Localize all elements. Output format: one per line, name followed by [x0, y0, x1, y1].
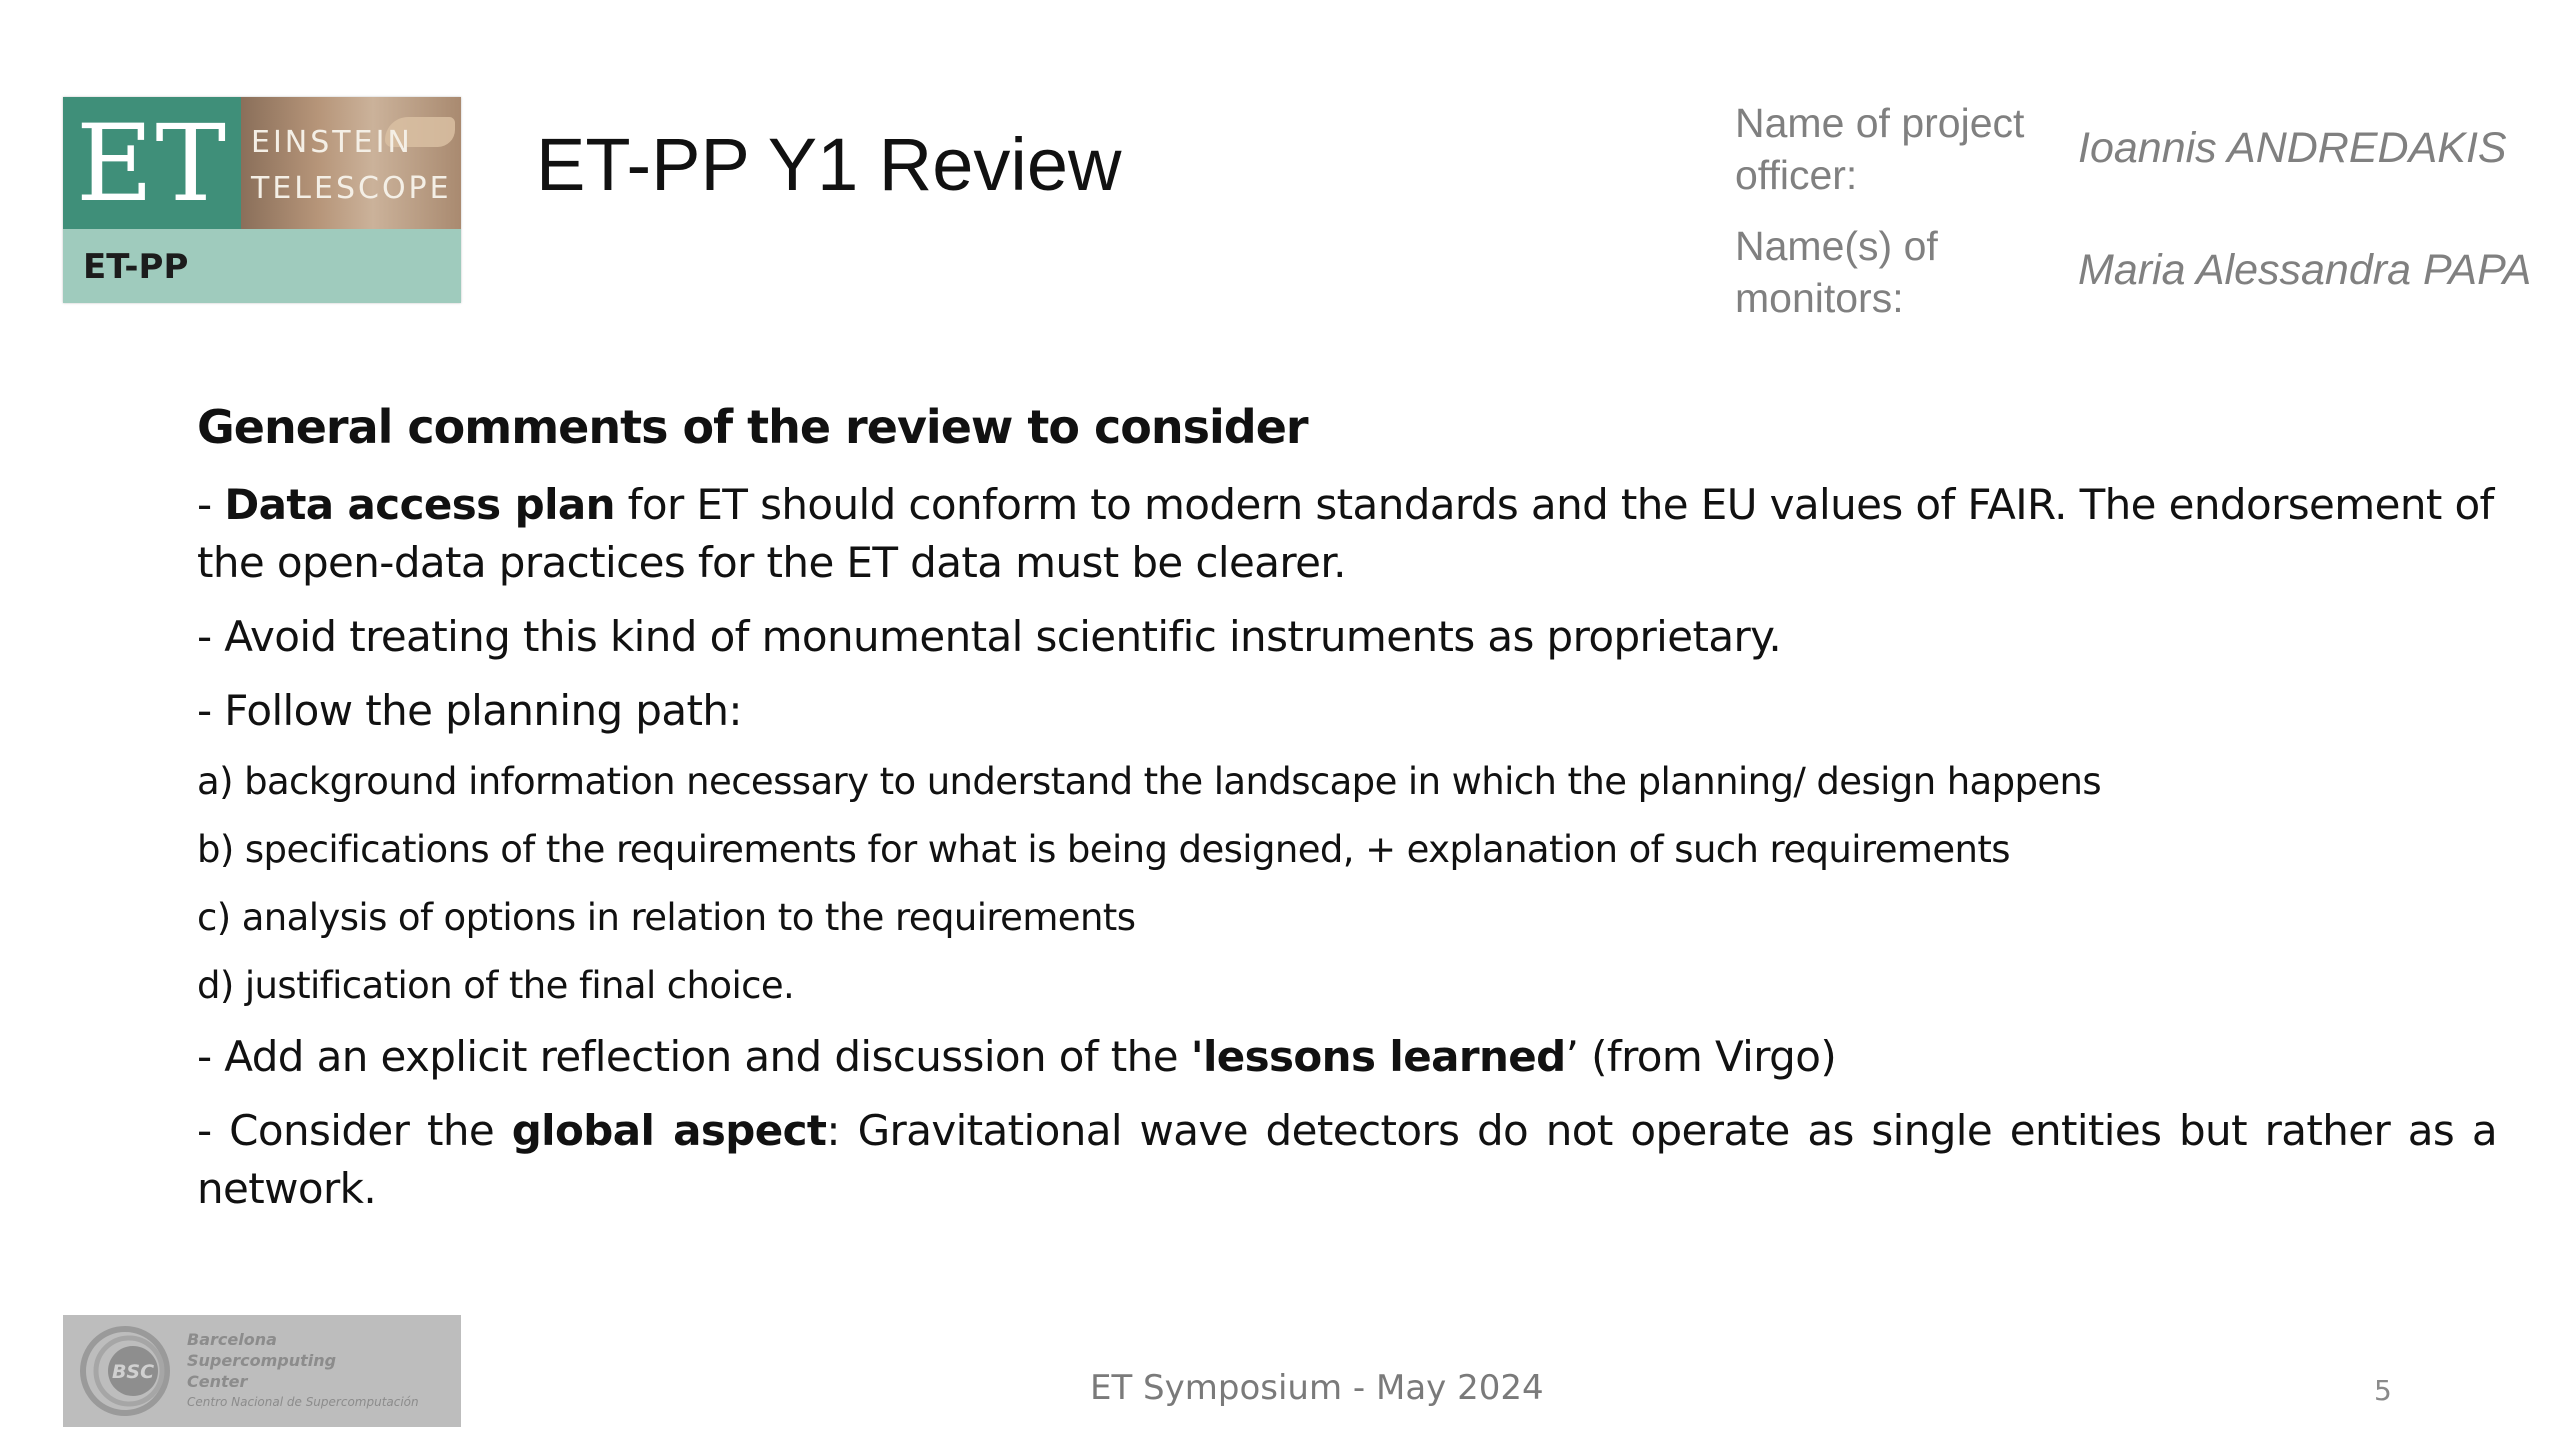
page-number: 5: [2374, 1374, 2392, 1407]
planning-step-a: a) background information necessary to understand the landscape in which the planning/ design happens: [197, 760, 2102, 803]
planning-step-c: c) analysis of options in relation to the requirements: [197, 896, 1136, 939]
planning-step-b: b) specifications of the requirements for what is being designed, + explanation of such requirements: [197, 828, 2010, 871]
comment-proprietary: - Avoid treating this kind of monumental scientific instruments as proprietary.: [197, 612, 1782, 661]
comment-text: for ET should conform to modern standards and the EU values of FAIR. The endorsement of the open-data practices for the ET data must be clearer.: [197, 480, 2494, 587]
comment-planning-path: - Follow the planning path:: [197, 686, 742, 735]
bsc-circles-icon: [73, 1323, 193, 1419]
slide-body: [197, 400, 2497, 1234]
comment-bold-global-aspect: global aspect: [511, 1106, 827, 1155]
comment-text: ’ (from Virgo): [1565, 1032, 1837, 1081]
planning-step-d: d) justification of the final choice.: [197, 964, 795, 1007]
bsc-subtitle: Centro Nacional de Supercomputación: [187, 1395, 419, 1409]
comment-data-access: [197, 476, 2497, 592]
logo-project-label: ET-PP: [83, 247, 189, 287]
comment-prefix: - Consider the: [197, 1106, 512, 1155]
monitors-name: Maria Alessandra PAPA: [2078, 246, 2532, 294]
logo-top: [63, 97, 461, 229]
monitors-label: Name(s) of monitors:: [1735, 223, 1938, 321]
comment-text: : Gravitational wave detectors do not operate as single entities but rather as a network.: [197, 1106, 2497, 1213]
project-officer-label: Name of project officer:: [1735, 100, 2025, 198]
comment-prefix: - Add an explicit reflection and discussion of the: [197, 1032, 1191, 1081]
comment-global-aspect: [197, 1102, 2497, 1218]
bsc-name-line: Supercomputing: [187, 1351, 337, 1370]
logo-word-einstein: EINSTEIN: [251, 125, 413, 160]
logo-artwork: [241, 97, 461, 229]
comment-bold-data-access-plan: Data access plan: [224, 480, 615, 529]
bsc-initials: BSC: [111, 1361, 155, 1383]
comment-prefix: -: [197, 480, 225, 529]
logo-et-mark: ET: [63, 97, 241, 229]
logo-project-band: [63, 229, 461, 303]
project-officer-name: Ioannis ANDREDAKIS: [2078, 124, 2507, 172]
logo-word-telescope: TELESCOPE: [251, 171, 452, 206]
bsc-name-line: Barcelona: [187, 1330, 277, 1349]
bsc-logo: [63, 1315, 461, 1427]
comment-bold-lessons-learned: 'lessons learned: [1190, 1032, 1566, 1081]
bsc-name: [187, 1329, 419, 1413]
bsc-name-line: Center: [187, 1372, 248, 1391]
footer-text: ET Symposium - May 2024: [1090, 1368, 1544, 1408]
slide-title: ET-PP Y1 Review: [536, 123, 1122, 206]
comment-lessons-learned: [197, 1028, 2497, 1086]
section-heading: General comments of the review to consider: [197, 400, 1308, 454]
einstein-telescope-logo: [63, 97, 461, 303]
